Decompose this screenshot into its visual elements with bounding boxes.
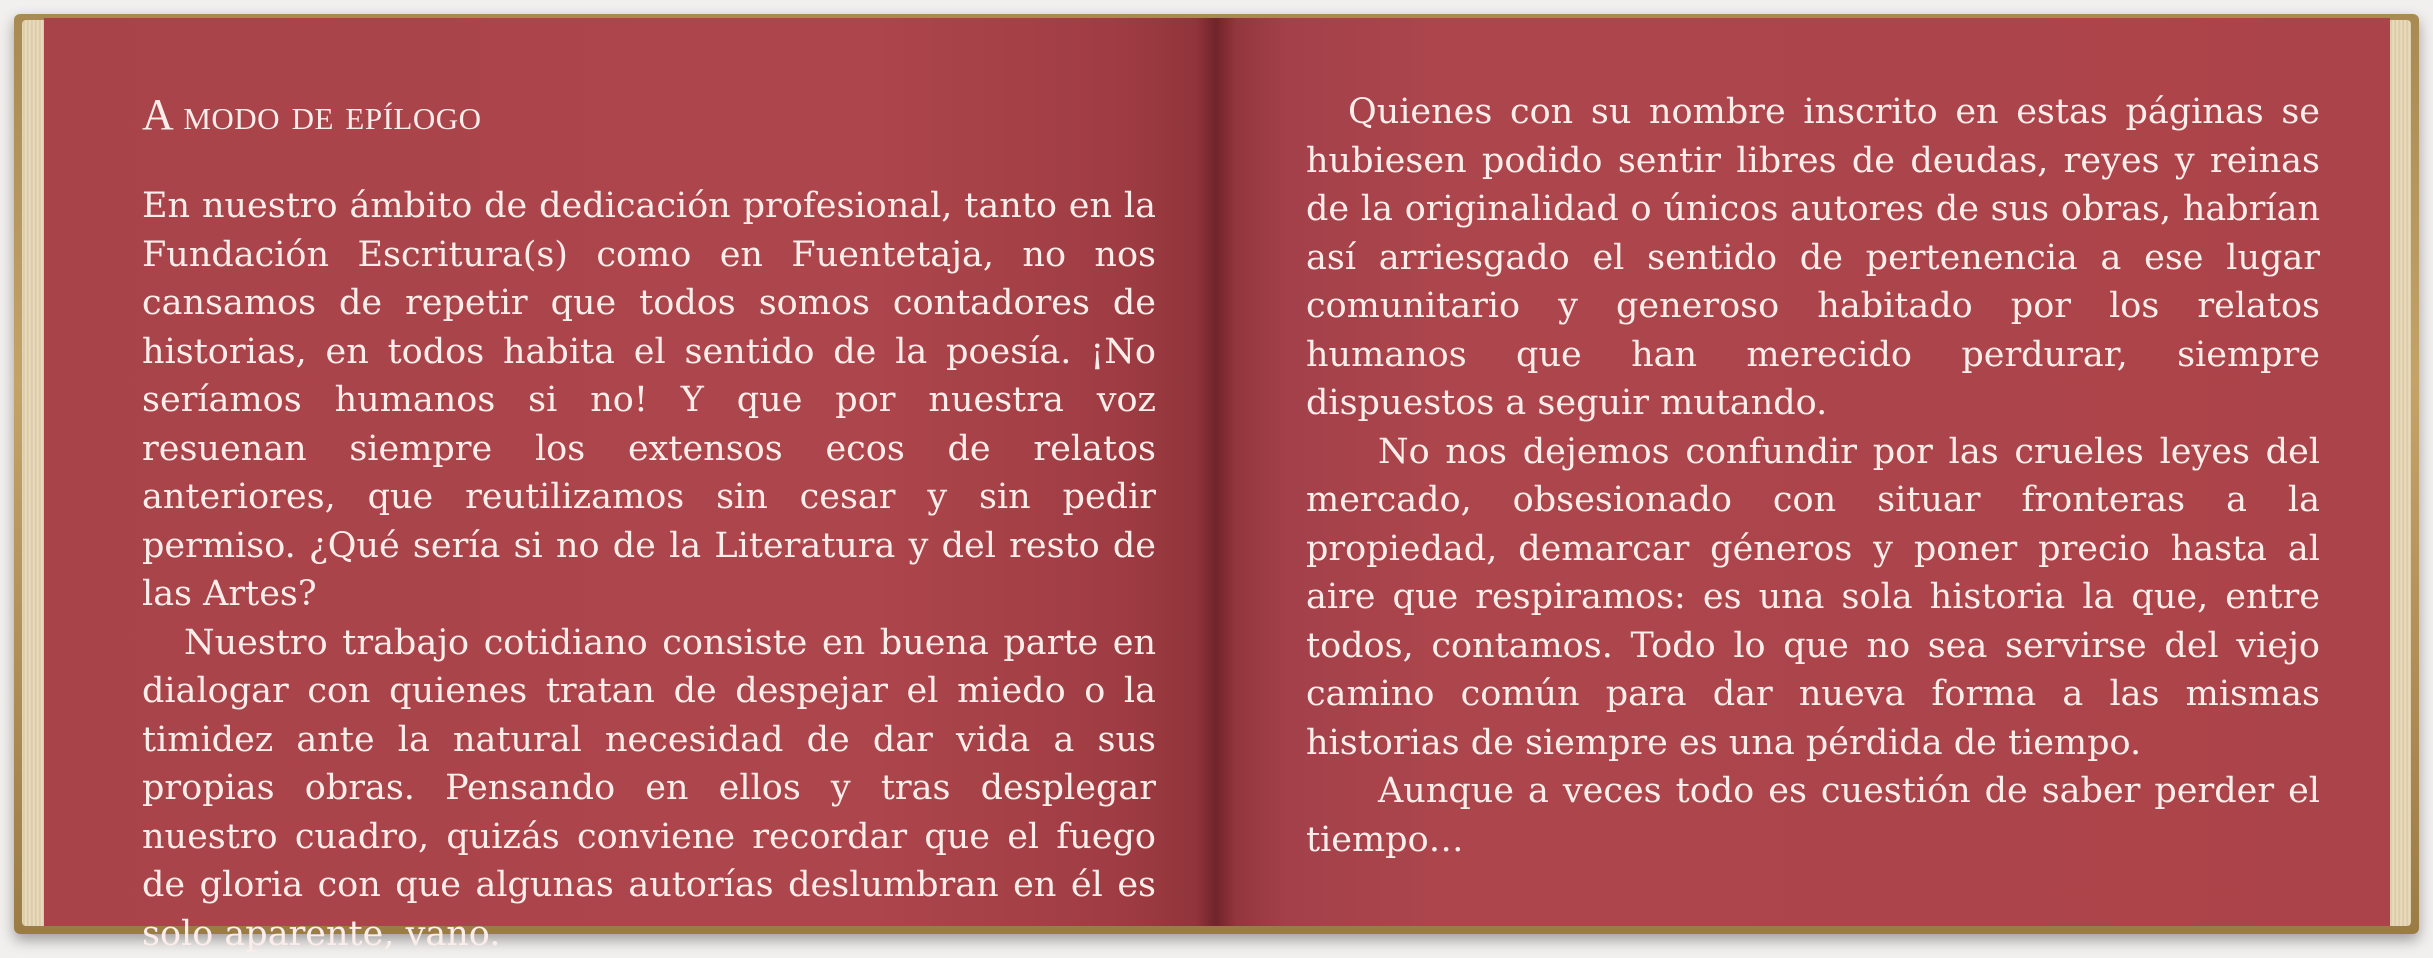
left-paragraph-2: Nuestro trabajo cotidiano consiste en buena parte en dialogar con quienes tratan de despejar el miedo o la timidez ante la natural necesidad de dar vida a sus propias obras. Pensando en ellos y tras desplegar nuestro cuadro, quizás conviene recordar que el fuego de gloria con que algunas autorías deslumbran en él es solo aparente, vano. [142, 619, 1156, 958]
right-page-text [1306, 88, 2320, 864]
right-paragraph-2: No nos dejemos confundir por las crueles leyes del mercado, obsesionado con situar fronteras a la propiedad, demarcar géneros y poner precio hasta al aire que respiramos: es una sola historia la que, entre todos, contamos. Todo lo que no sea servirse del viejo camino común para dar nueva forma a las mismas historias de siempre es una pérdida de tiempo. [1306, 428, 2320, 768]
right-paragraph-3: Aunque a veces todo es cuestión de saber perder el tiempo… [1306, 767, 2320, 864]
right-paragraph-1: Quienes con su nombre inscrito en estas páginas se hubiesen podido sentir libres de deudas, reyes y reinas de la originalidad o únicos autores de sus obras, habrían así arriesgado el sentido de pertenencia a ese lugar comunitario y generoso habitado por los relatos humanos que han merecido perdurar, siempre dispuestos a seguir mutando. [1306, 88, 2320, 428]
book-gutter [1196, 18, 1236, 926]
epilogue-heading: A modo de epílogo [142, 90, 1156, 140]
left-paragraph-1: En nuestro ámbito de dedicación profesional, tanto en la Fundación Escritura(s) como en Fuentetaja, no nos cansamos de repetir que todos somos contadores de historias, en todos habita el sentido de la poesía. ¡No seríamos humanos si no! Y que por nuestra voz resuenan siempre los extensos ecos de relatos anteriores, que reutilizamos sin cesar y sin pedir permiso. ¿Qué sería si no de la Literatura y del resto de las Artes? [142, 182, 1156, 619]
left-page-text [142, 90, 1156, 958]
page-edges-right [2389, 20, 2411, 926]
